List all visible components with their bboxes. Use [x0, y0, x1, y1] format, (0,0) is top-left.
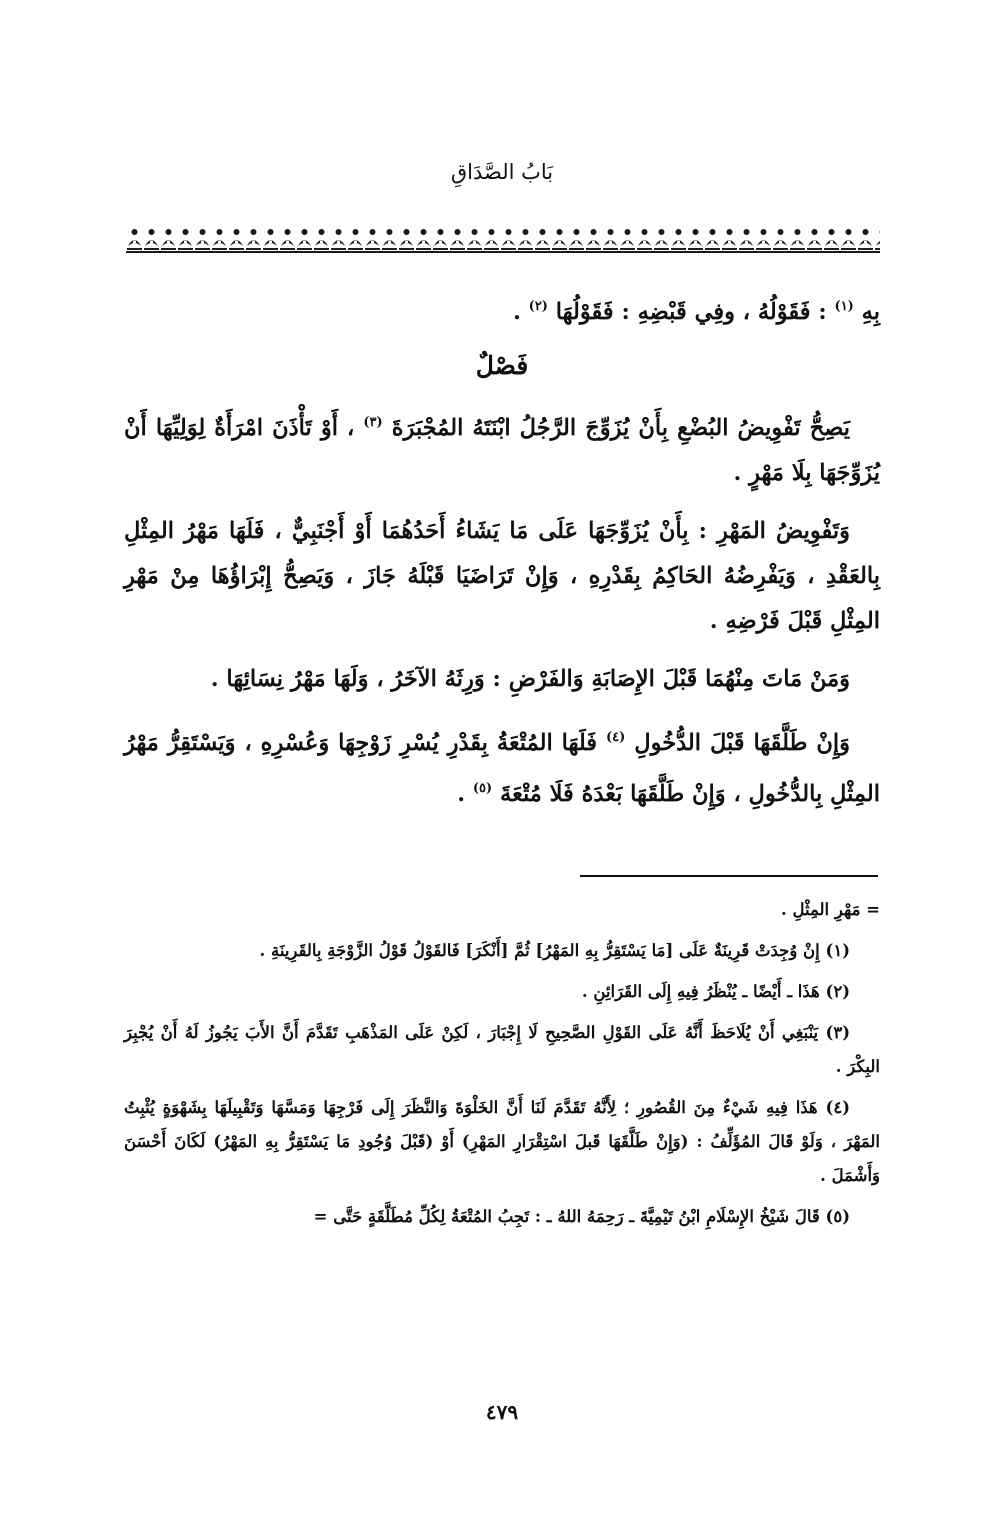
- paragraph-tafwid-budh: [124, 400, 880, 496]
- paragraph-tafwid-mahr: وَتَفْوِيضُ المَهْرِ : بِأَنْ يُزَوِّجَهَا عَلَى مَا يَشَاءُ أَحَدُهُمَا أَوْ أَجْنَبِيٌّ ، فَلَهَا مَهْرُ المِثْلِ بِالعَقْدِ ، وَيَفْرِضُهُ الحَاكِمُ بِقَدْرِهِ ، وَإِنْ تَرَاضَيَا قَبْلَهُ جَازَ ، وَيَصِحُّ إِبْرَاؤُهَا مِنْ مَهْرِ المِثْلِ قَبْلَ فَرْضِهِ .: [124, 518, 880, 634]
- text-run: .: [457, 781, 473, 807]
- footnote-ref-2[interactable]: (٢): [528, 299, 548, 314]
- footnote-ref-4[interactable]: (٤): [605, 730, 626, 745]
- footnote-2: (٢) هَذَا ـ أَيْضًا ـ يُنْظَرُ فِيهِ إِلَى القَرَائِنِ .: [581, 982, 850, 1001]
- text-run: وَإِنْ طَلَّقَهَا قَبْلَ الدُّخُولِ: [634, 730, 850, 756]
- text-run: ، أَوْ تَأْذَنَ امْرَأَةٌ لِوَلِيِّهَا أَنْ يُزَوِّجَهَا بِلَا مَهْرٍ .: [124, 415, 880, 486]
- footnote-3: (٣) يَنْبَغِي أَنْ يُلَاحَظَ أَنَّهُ عَلَى القَوْلِ الصَّحِيحِ لَا إِجْبَارَ ، لَكِنْ عَلَى المَذْهَبِ تَقَدَّمَ أَنَّ الأَبَ يَجُوزُ لَهُ أَنْ يُجْبِرَ البِكْرَ .: [124, 1023, 880, 1076]
- paragraph-death-before: وَمَنْ مَاتَ مِنْهُمَا قَبْلَ الإِصَابَةِ وَالفَرْضِ : وَرِثَهُ الآخَرُ ، وَلَهَا مَهْرُ نِسَائِهَا .: [210, 666, 850, 692]
- footnote-ref-5[interactable]: (٥): [472, 781, 493, 796]
- chapter-header: بَابُ الصَّدَاقِ: [450, 160, 554, 184]
- footnote-continuation: = مَهْرِ المِثْلِ .: [781, 900, 880, 919]
- text-run: يَصِحُّ تَفْوِيضُ البُضْعِ بِأَنْ يُزَوِّجَ الرَّجُلُ ابْنَتَهُ المُجْبَرَةَ: [391, 415, 851, 441]
- section-heading: فَصْلٌ: [475, 351, 529, 380]
- footnote-1: (١) إِنْ وُجِدَتْ قَرِينَةٌ عَلَى [مَا يَسْتَقِرُّ بِهِ المَهْرُ] ثُمَّ [أَنْكَرَ] فَالقَوْلُ قَوْلُ الزَّوْجَةِ بِالقَرِينَةِ .: [259, 941, 850, 960]
- footnote-ref-3[interactable]: (٣): [363, 415, 383, 430]
- footnote-5: (٥) قَالَ شَيْخُ الإِسْلَامِ ابْنُ تَيْمِيَّةَ ـ رَحِمَهُ اللهُ ـ : تَجِبُ المُتْعَةُ لِكُلِّ مُطَلَّقَةٍ حَتَّى =: [313, 1207, 850, 1226]
- main-text: [124, 284, 880, 830]
- paragraph-divorce-before: [124, 715, 880, 817]
- footnote-ref-1[interactable]: (١): [834, 299, 854, 314]
- text-run: : فَقَوْلُهُ ، وفِي قَبْضِهِ : فَقَوْلُهَا: [555, 299, 835, 325]
- text-run: فَلَهَا المُتْعَةُ بِقَدْرِ يُسْرِ زَوْجِهَا وَعُسْرِهِ ، وَيَسْتَقِرُّ مَهْرُ المِثْلِ بِالدُّخُولِ ، وَإِنْ طَلَّقَهَا بَعْدَهُ فَلَا مُتْعَةَ: [124, 730, 880, 807]
- text-run: بِهِ: [861, 299, 880, 325]
- footnote-separator: [580, 875, 878, 877]
- continuation-paragraph: [124, 284, 880, 335]
- page-number: ٤٧٩: [485, 1400, 519, 1424]
- text-run: .: [512, 299, 529, 325]
- decorative-border-ornament: [126, 226, 880, 254]
- footnotes: [124, 893, 880, 1241]
- footnote-4: (٤) هَذَا فِيهِ شَيْءٌ مِنَ القُصُورِ ؛ لِأَنَّهُ تَقَدَّمَ لَنَا أَنَّ الخَلْوَةَ وَالنَّظَرَ إِلَى فَرْجِهَا وَمَسَّهَا وَتَقْبِيلَهَا بِشَهْوَةٍ يُثْبِتُ المَهْرَ ، وَلَوْ قَالَ المُؤَلِّفُ : (وَإِنْ طَلَّقَهَا قَبلَ اسْتِقْرَارِ المَهْرِ) أَوْ (قَبْلَ وُجُودِ مَا يَسْتَقِرُّ بِهِ المَهْرُ) لَكَانَ أَحْسَنَ وَأَشْمَلَ .: [124, 1098, 880, 1185]
